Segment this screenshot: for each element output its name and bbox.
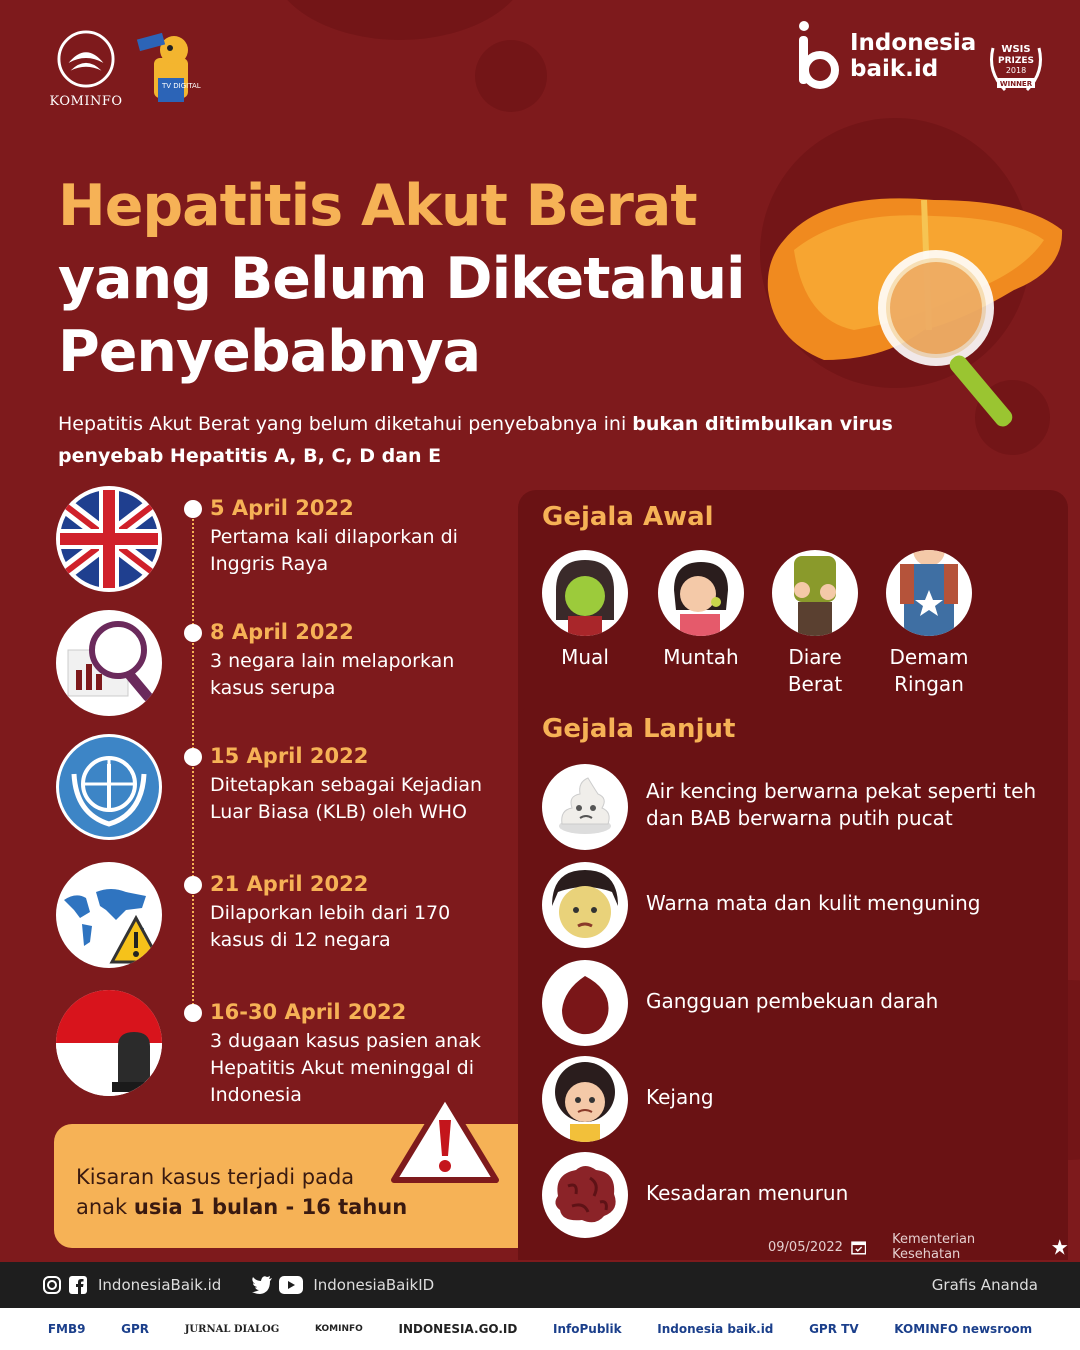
source-date: 09/05/2022	[768, 1239, 843, 1255]
kominfo-logo	[46, 30, 126, 109]
diarrhea-icon	[772, 550, 858, 636]
seizure-face-icon	[542, 1056, 628, 1142]
early-symptoms-title: Gejala Awal	[542, 502, 714, 532]
age-line2-plain: anak	[76, 1195, 134, 1219]
social-handle-2[interactable]: IndonesiaBaikID	[313, 1276, 435, 1294]
twitter-icon[interactable]	[251, 1276, 273, 1294]
bg-circle	[475, 40, 547, 112]
symptom-label: Muntah	[663, 645, 739, 669]
facebook-icon[interactable]	[68, 1275, 88, 1295]
ib-mark-icon	[796, 20, 840, 92]
advanced-symptoms-title: Gejala Lanjut	[542, 714, 736, 744]
timeline-date: 16-30 April 2022	[210, 1000, 407, 1024]
brand-line1: Indonesia	[850, 30, 977, 56]
symptom-item	[874, 550, 984, 698]
timeline-item	[56, 990, 516, 1106]
age-line2-bold: usia 1 bulan - 16 tahun	[133, 1195, 408, 1219]
symptom-label: Air kencing berwarna pekat seperti teh dan BAB berwarna putih pucat	[646, 779, 1037, 830]
timeline-desc: 3 negara lain melaporkan kasus serupa	[210, 650, 455, 699]
bg-circle	[270, 0, 530, 40]
partner-logo[interactable]: GPR	[121, 1322, 150, 1336]
social-handle-1[interactable]: IndonesiaBaik.id	[98, 1276, 222, 1294]
timeline-dot	[184, 624, 202, 642]
blood-drop-icon	[542, 960, 628, 1046]
title-line1: Hepatitis Akut Berat	[58, 173, 697, 239]
symptom-item	[760, 550, 870, 698]
svg-text:2018: 2018	[1005, 66, 1027, 75]
symptom-item	[542, 862, 1052, 950]
title-line2: yang Belum Diketahui	[58, 246, 745, 312]
calendar-icon	[851, 1239, 867, 1255]
partner-logo[interactable]: INDONESIA.GO.ID	[398, 1322, 518, 1336]
kominfo-label: KOMINFO	[49, 94, 123, 109]
symptom-item	[542, 1056, 1052, 1144]
timeline-date: 21 April 2022	[210, 872, 369, 896]
timeline-date: 15 April 2022	[210, 744, 369, 768]
indonesia-flag-tombstone-icon	[56, 990, 162, 1096]
timeline-dot	[184, 748, 202, 766]
tv-digital-mascot-icon	[134, 28, 206, 112]
page-title	[58, 170, 745, 389]
partner-logo[interactable]: FMB9	[47, 1322, 86, 1336]
uk-flag-icon	[56, 486, 162, 592]
who-emblem-icon	[56, 734, 162, 840]
age-line1: Kisaran kasus terjadi pada	[76, 1165, 355, 1189]
symptom-label: Demam Ringan	[889, 645, 969, 696]
advanced-symptoms-panel	[518, 704, 1068, 1260]
timeline-desc: Pertama kali dilaporkan di Inggris Raya	[210, 526, 458, 575]
indonesiabaik-logo	[796, 20, 976, 92]
intro-paragraph	[58, 408, 938, 472]
timeline-desc: Ditetapkan sebagai Kejadian Luar Biasa (KLB) oleh WHO	[210, 774, 483, 823]
wsis-award-icon	[985, 38, 1047, 100]
early-symptoms-panel	[518, 490, 1068, 720]
timeline-desc: Dilaporkan lebih dari 170 kasus di 12 negara	[210, 902, 451, 951]
partner-logo[interactable]: KOMINFO	[314, 1324, 363, 1334]
partner-logo[interactable]: Indonesia baik.id	[657, 1322, 774, 1336]
symptom-label: Gangguan pembekuan darah	[646, 989, 939, 1013]
svg-text:WINNER: WINNER	[999, 80, 1033, 88]
source-line	[768, 1232, 1068, 1262]
kominfo-emblem-icon	[57, 30, 115, 88]
symptom-label: Diare Berat	[787, 645, 843, 696]
partner-logo[interactable]: KOMINFO newsroom	[894, 1322, 1033, 1336]
magnifier-report-icon	[56, 610, 162, 716]
nausea-icon	[542, 550, 628, 636]
timeline-item	[56, 862, 516, 972]
liver-magnifier-icon	[764, 180, 1064, 440]
symptom-item	[542, 764, 1052, 852]
footer-bar	[0, 1262, 1080, 1308]
brain-icon	[542, 1152, 628, 1238]
timeline-item	[56, 610, 516, 720]
intro-bold: bukan ditimbulkan virus penyebab Hepatitis A, B, C, D dan E	[58, 413, 893, 467]
star-icon	[1051, 1238, 1068, 1256]
symptom-label: Mual	[561, 645, 609, 669]
intro-plain: Hepatitis Akut Berat yang belum diketahui penyebabnya ini	[58, 413, 633, 435]
world-map-warning-icon	[56, 862, 162, 968]
partner-logos-bar	[0, 1308, 1080, 1350]
timeline-dot	[184, 876, 202, 894]
fever-icon	[886, 550, 972, 636]
warning-icon	[390, 1090, 500, 1186]
stool-icon	[542, 764, 628, 850]
symptom-label: Kesadaran menurun	[646, 1181, 849, 1205]
timeline-desc: 3 dugaan kasus pasien anak Hepatitis Akut meninggal di Indonesia	[210, 1030, 481, 1106]
jaundice-face-icon	[542, 862, 628, 948]
vomit-icon	[658, 550, 744, 636]
timeline-date: 8 April 2022	[210, 620, 354, 644]
timeline-dot	[184, 1004, 202, 1022]
title-line3: Penyebabnya	[58, 319, 481, 385]
symptom-item	[530, 550, 640, 671]
svg-text:WSIS: WSIS	[1001, 44, 1031, 55]
brand-line2: baik.id	[850, 56, 939, 82]
svg-text:PRIZES: PRIZES	[997, 56, 1035, 66]
symptom-item	[542, 1152, 1052, 1240]
mascot-badge: TV DIGITAL	[162, 82, 201, 90]
partner-logo[interactable]: InfoPublik	[553, 1322, 622, 1336]
symptom-item	[646, 550, 756, 671]
timeline-dot	[184, 500, 202, 518]
symptom-label: Kejang	[646, 1085, 714, 1109]
instagram-icon[interactable]	[42, 1275, 62, 1295]
source-org: Kementerian Kesehatan	[892, 1232, 976, 1262]
timeline-date: 5 April 2022	[210, 496, 354, 520]
partner-logo[interactable]: JURNAL DIALOG	[184, 1323, 280, 1335]
youtube-icon[interactable]	[279, 1276, 303, 1294]
symptom-item	[542, 960, 1052, 1048]
timeline-item	[56, 486, 516, 596]
partner-logo[interactable]: GPR TV	[809, 1322, 859, 1336]
symptom-label: Warna mata dan kulit menguning	[646, 891, 981, 915]
timeline-item	[56, 734, 516, 844]
graphic-credit: Grafis Ananda	[931, 1276, 1038, 1294]
